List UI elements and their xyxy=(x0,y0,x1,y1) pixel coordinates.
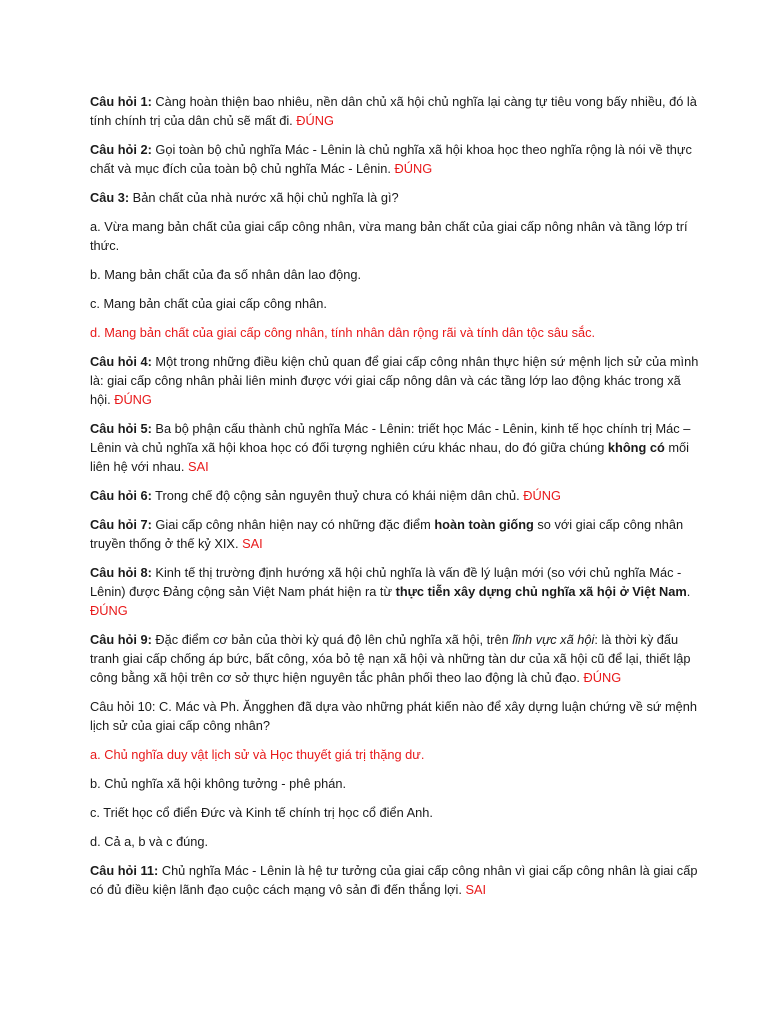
answer-mark: ĐÚNG xyxy=(394,161,433,176)
question-text: Gọi toàn bộ chủ nghĩa Mác - Lênin là chủ nghĩa xã hội khoa học theo nghĩa rộng là nói về thực chất và mục đích của toàn bộ chủ nghĩa Mác - Lênin. xyxy=(90,142,692,176)
answer-mark: ĐÚNG xyxy=(90,603,128,618)
question-text: Một trong những điều kiện chủ quan để giai cấp công nhân thực hiện sứ mệnh lịch sử của mình là: giai cấp công nhân phải liên minh được với giai cấp nông dân và các tầng lớp lao động khác trong xã hội. xyxy=(90,354,699,407)
question-text: so với giai cấp công nhân truyền thống ở thế kỷ XIX. xyxy=(90,517,684,551)
answer-mark: SAI xyxy=(188,459,209,474)
question-label: Câu hỏi 9: xyxy=(90,632,152,647)
question-5 xyxy=(90,419,704,476)
italic-text: lĩnh vực xã hội xyxy=(512,632,595,647)
emphasis-text: không có xyxy=(607,440,665,455)
answer-mark: ĐÚNG xyxy=(114,392,152,407)
question-text: Kinh tế thị trường định hướng xã hội chủ nghĩa là vấn đề lý luận mới (so với chủ nghĩa Mác - Lênin) được Đảng cộng sản Việt Nam phát hiện ra từ xyxy=(90,565,682,599)
question-label: Câu 3: xyxy=(90,190,130,205)
option-a-correct: a. Chủ nghĩa duy vật lịch sử và Học thuyết giá trị thặng dư. xyxy=(90,747,425,762)
answer-mark: SAI xyxy=(242,536,263,551)
question-text: Chủ nghĩa Mác - Lênin là hệ tư tưởng của giai cấp công nhân vì giai cấp công nhân là giai cấp có đủ điều kiện lãnh đạo cuộc cách mạng vô sản đi đến thắng lợi. xyxy=(90,863,698,897)
question-text: Đặc điểm cơ bản của thời kỳ quá độ lên chủ nghĩa xã hội, trên xyxy=(151,632,513,647)
question-label: Câu hỏi 5: xyxy=(90,421,152,436)
question-label: Câu hỏi 11: xyxy=(90,863,159,878)
question-6 xyxy=(90,486,704,505)
option-c: c. Triết học cổ điển Đức và Kinh tế chính trị học cổ điển Anh. xyxy=(90,805,433,820)
question-text: Ba bộ phận cấu thành chủ nghĩa Mác - Lênin: triết học Mác - Lênin, kinh tế học chính trị Mác – Lênin và chủ nghĩa xã hội khoa học có đối tượng nghiên cứu khác nhau, do đó giữa chúng xyxy=(90,421,691,455)
question-1 xyxy=(90,92,704,130)
answer-mark: ĐÚNG xyxy=(583,670,622,685)
question-label: Câu hỏi 8: xyxy=(90,565,152,580)
question-label: Câu hỏi 2: xyxy=(90,142,152,157)
question-7 xyxy=(90,515,704,553)
option-b: b. Chủ nghĩa xã hội không tưởng - phê phán. xyxy=(90,776,347,791)
question-label: Câu hỏi 7: xyxy=(90,517,152,532)
question-text: . xyxy=(686,584,691,599)
question-8 xyxy=(90,563,704,620)
question-10: Câu hỏi 10: C. Mác và Ph. Ăngghen đã dựa vào những phát kiến nào để xây dựng luận chứng về sứ mệnh lịch sử của giai cấp công nhân? xyxy=(90,699,697,733)
question-label: Câu hỏi 1: xyxy=(90,94,152,109)
question-text: Giai cấp công nhân hiện nay có những đặc điểm xyxy=(151,517,435,532)
option-d-correct: d. Mang bản chất của giai cấp công nhân, tính nhân dân rộng rãi và tính dân tộc sâu sắc. xyxy=(90,325,596,340)
question-9 xyxy=(90,630,704,687)
emphasis-text: thực tiễn xây dựng chủ nghĩa xã hội ở Việt Nam xyxy=(395,584,687,599)
question-text: Càng hoàn thiện bao nhiêu, nền dân chủ xã hội chủ nghĩa lại càng tự tiêu vong bấy nhiều, đó là tính chính trị của dân chủ sẽ mất đi. xyxy=(90,94,697,128)
question-label: Câu hỏi 4: xyxy=(90,354,152,369)
emphasis-text: hoàn toàn giống xyxy=(434,517,534,532)
question-text: Trong chế độ cộng sản nguyên thuỷ chưa có khái niệm dân chủ. xyxy=(151,488,524,503)
option-d: d. Cả a, b và c đúng. xyxy=(90,834,209,849)
question-label: Câu hỏi 6: xyxy=(90,488,152,503)
question-4 xyxy=(90,352,704,409)
answer-mark: ĐÚNG xyxy=(523,488,561,503)
question-text: Bản chất của nhà nước xã hội chủ nghĩa là gì? xyxy=(129,190,399,205)
answer-mark: SAI xyxy=(465,882,487,897)
option-c: c. Mang bản chất của giai cấp công nhân. xyxy=(90,296,327,311)
question-text: mối liên hệ với nhau. xyxy=(90,440,689,474)
option-b: b. Mang bản chất của đa số nhân dân lao động. xyxy=(90,267,362,282)
question-text: : là thời kỳ đấu tranh giai cấp chống áp bức, bất công, xóa bỏ tệ nạn xã hội và những tàn dư của xã hội cũ để lại, thiết lập công bằng xã hội trên cơ sở thực hiện nguyên tắc phân phối theo lao động là chủ đạo. xyxy=(90,632,691,685)
question-3 xyxy=(90,188,704,207)
question-2 xyxy=(90,140,704,178)
answer-mark: ĐÚNG xyxy=(296,113,334,128)
option-a: a. Vừa mang bản chất của giai cấp công nhân, vừa mang bản chất của giai cấp nông nhân và tầng lớp trí thức. xyxy=(90,219,688,253)
question-11 xyxy=(90,861,704,899)
